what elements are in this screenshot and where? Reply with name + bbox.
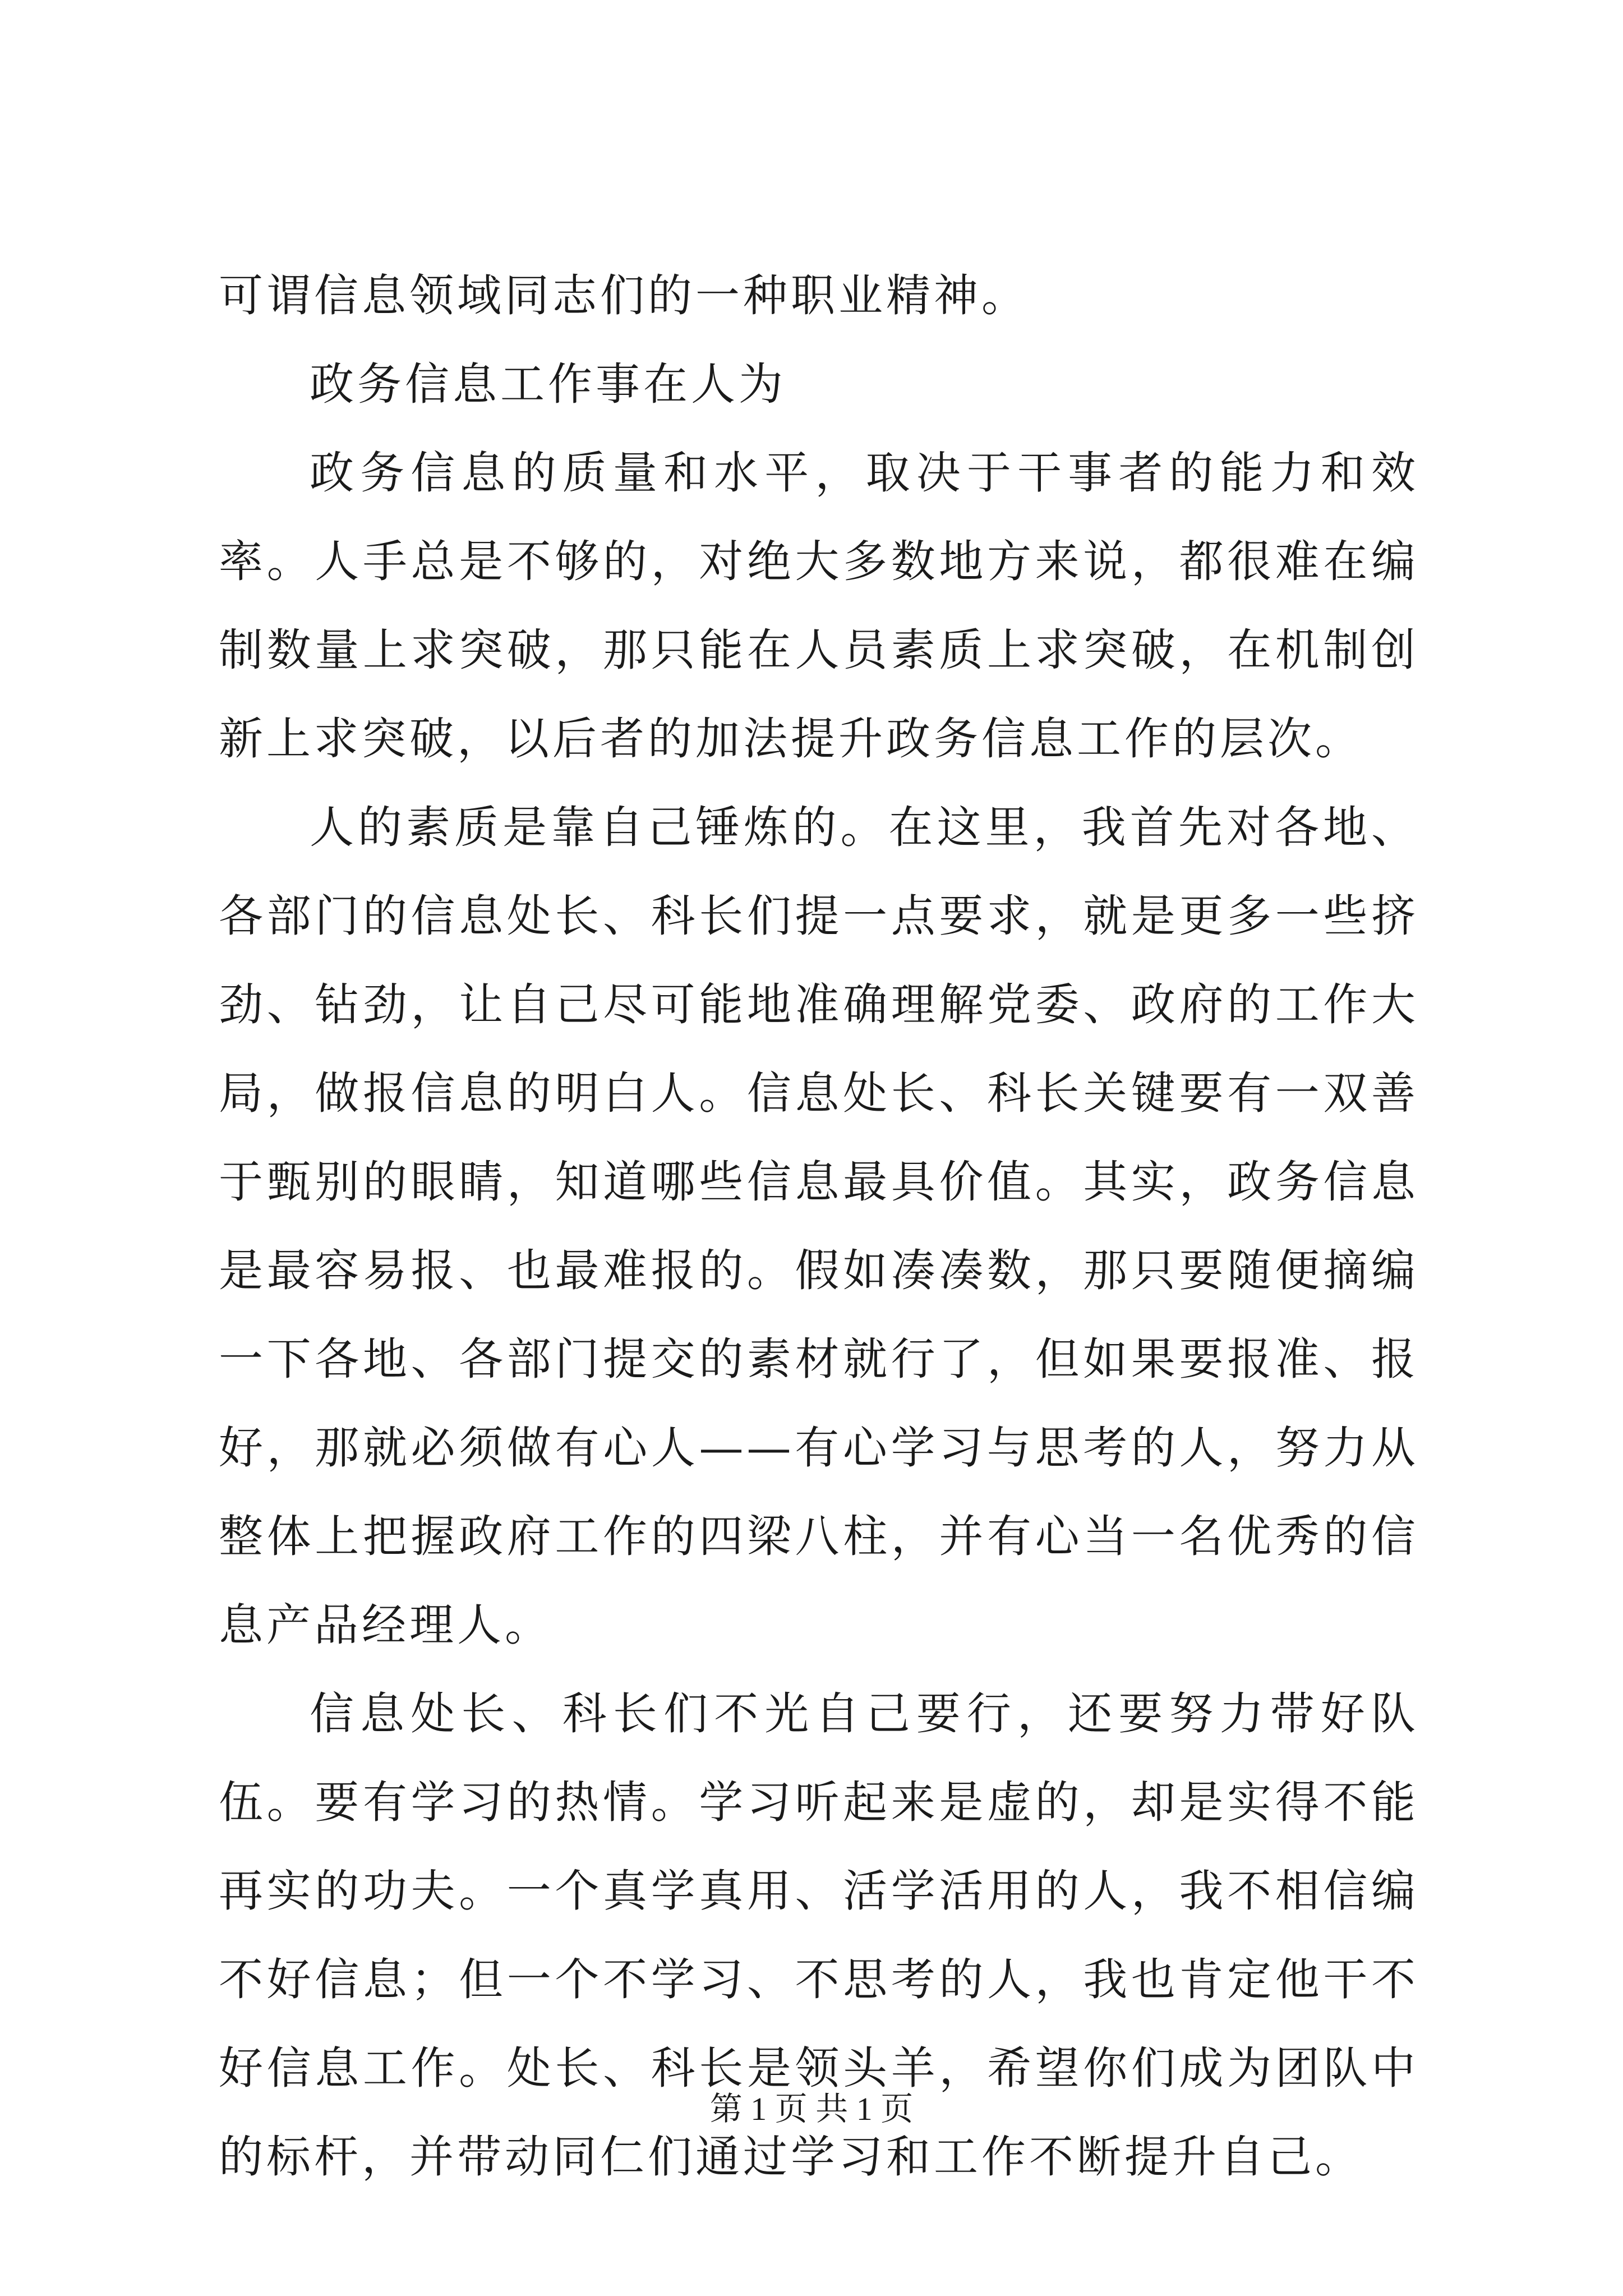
paragraph-continuation: 可谓信息领域同志们的一种职业精神。 bbox=[219, 270, 1029, 321]
section-heading: 政务信息工作事在人为 bbox=[310, 358, 786, 410]
paragraph: 政务信息的质量和水平，取决于干事者的能力和效率。人手总是不够的，对绝大多数地方来说，都很难在编制数量上求突破，那只能在人员素质上求突破，在机制创新上求突破，以后者的加法提升政务信息工作的层次。 bbox=[219, 447, 1419, 765]
paragraph: 信息处长、科长们不光自己要行，还要努力带好队伍。要有学习的热情。学习听起来是虚的，却是实得不能再实的功夫。一个真学真用、活学活用的人，我不相信编不好信息；但一个不学习、不思考的人，我也肯定他干不好信息工作。处长、科长是领头羊，希望你们成为团队中的标杆，并带动同仁们通过学习和工作不断提升自己。 bbox=[219, 1688, 1419, 2183]
paragraph: 人的素质是靠自己锤炼的。在这里，我首先对各地、各部门的信息处长、科长们提一点要求，就是更多一些挤劲、钻劲，让自己尽可能地准确理解党委、政府的工作大局，做报信息的明白人。信息处长、科长关键要有一双善于甄别的眼睛，知道哪些信息最具价值。其实，政务信息是最容易报、也最难报的。假如凑凑数，那只要随便摘编一下各地、各部门提交的素材就行了，但如果要报准、报好，那就必须做有心人——有心学习与思考的人，努力从整体上把握政府工作的四梁八柱，并有心当一名优秀的信息产品经理人。 bbox=[219, 802, 1419, 1651]
document-body bbox=[219, 251, 1419, 2201]
page-footer: 第 1 页 共 1 页 bbox=[709, 2091, 914, 2127]
